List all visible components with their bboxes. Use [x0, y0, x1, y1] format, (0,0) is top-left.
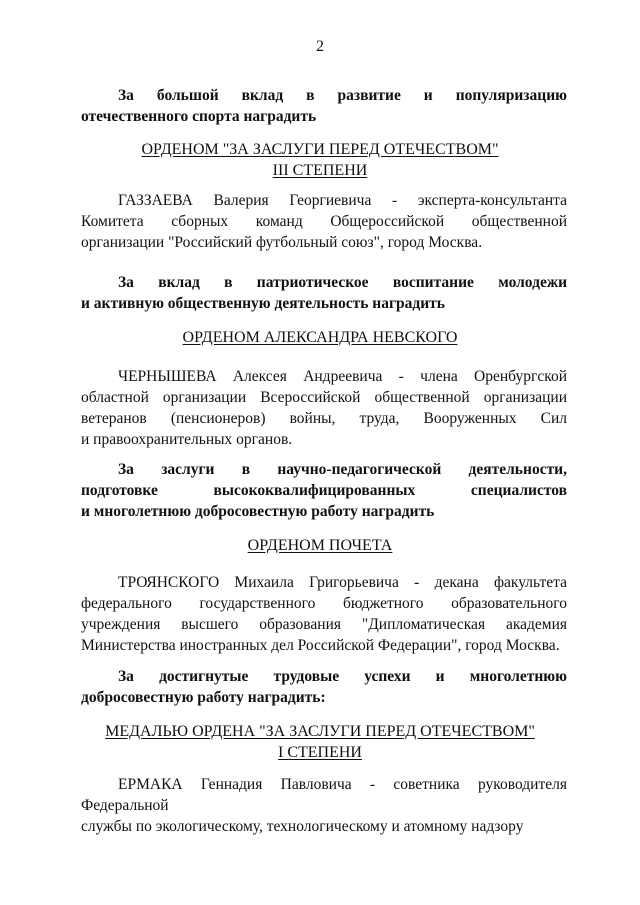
recipient-line: ТРОЯНСКОГО Михаила Григорьевича - декана факультета — [118, 574, 567, 591]
award-title-line: ОРДЕНОМ ПОЧЕТА — [247, 537, 393, 554]
reason-line: подготовке высококвалифицированных специалистов — [81, 482, 567, 499]
reason-line: и многолетнюю добросовестную работу наградить — [81, 503, 435, 520]
recipient-line: ЧЕРНЫШЕВА Алексея Андреевича - члена Оренбургской — [118, 368, 567, 385]
recipient-line: ЕРМАКА Геннадия Павловича - советника руководителя Федеральной — [81, 776, 567, 814]
award-title — [0, 535, 640, 556]
award-title-line: ОРДЕНОМ АЛЕКСАНДРА НЕВСКОГО — [182, 329, 458, 346]
recipient-line: учреждения высшего образования "Дипломатическая академия — [81, 616, 567, 633]
award-reason — [81, 459, 567, 522]
recipient-entry — [81, 774, 567, 837]
recipient-line: организации "Российский футбольный союз", город Москва. — [81, 234, 483, 251]
recipient-entry — [81, 572, 567, 656]
reason-line: За большой вклад в развитие и популяризацию — [118, 87, 567, 104]
reason-line: отечественного спорта наградить — [81, 108, 317, 125]
reason-line: За вклад в патриотическое воспитание молодежи — [118, 274, 567, 291]
award-reason — [81, 272, 567, 314]
award-title-line: I СТЕПЕНИ — [278, 744, 362, 761]
reason-line: За достигнутые трудовые успехи и многолетнюю — [118, 668, 567, 685]
reason-line: добросовестную работу наградить: — [81, 689, 326, 706]
recipient-entry — [81, 190, 567, 253]
recipient-line: федерального государственного бюджетного образовательного — [81, 595, 567, 612]
award-title-line: ОРДЕНОМ "ЗА ЗАСЛУГИ ПЕРЕД ОТЕЧЕСТВОМ" — [141, 141, 499, 158]
recipient-entry — [81, 366, 567, 450]
award-reason — [81, 85, 567, 127]
award-title — [0, 721, 640, 763]
reason-line: За заслуги в научно-педагогической деятельности, — [118, 461, 567, 478]
award-title — [0, 327, 640, 348]
award-title-line: III СТЕПЕНИ — [272, 162, 368, 179]
page-number: 2 — [316, 38, 324, 55]
award-reason — [81, 666, 567, 708]
reason-line: и активную общественную деятельность наградить — [81, 295, 445, 312]
recipient-line: и правоохранительных органов. — [81, 431, 293, 448]
recipient-line: ГАЗЗАЕВА Валерия Георгиевича - эксперта-консультанта — [118, 192, 567, 209]
award-title-line: МЕДАЛЬЮ ОРДЕНА "ЗА ЗАСЛУГИ ПЕРЕД ОТЕЧЕСТВОМ" — [105, 723, 535, 740]
recipient-line: Комитета сборных команд Общероссийской общественной — [81, 213, 567, 230]
recipient-line: областной организации Всероссийской общественной организации — [81, 389, 567, 406]
recipient-line: Министерства иностранных дел Российской Федерации", город Москва. — [81, 637, 560, 654]
award-title — [0, 139, 640, 181]
recipient-line: ветеранов (пенсионеров) войны, труда, Вооруженных Сил — [81, 410, 567, 427]
recipient-line: службы по экологическому, технологическому и атомному надзору — [81, 818, 524, 835]
